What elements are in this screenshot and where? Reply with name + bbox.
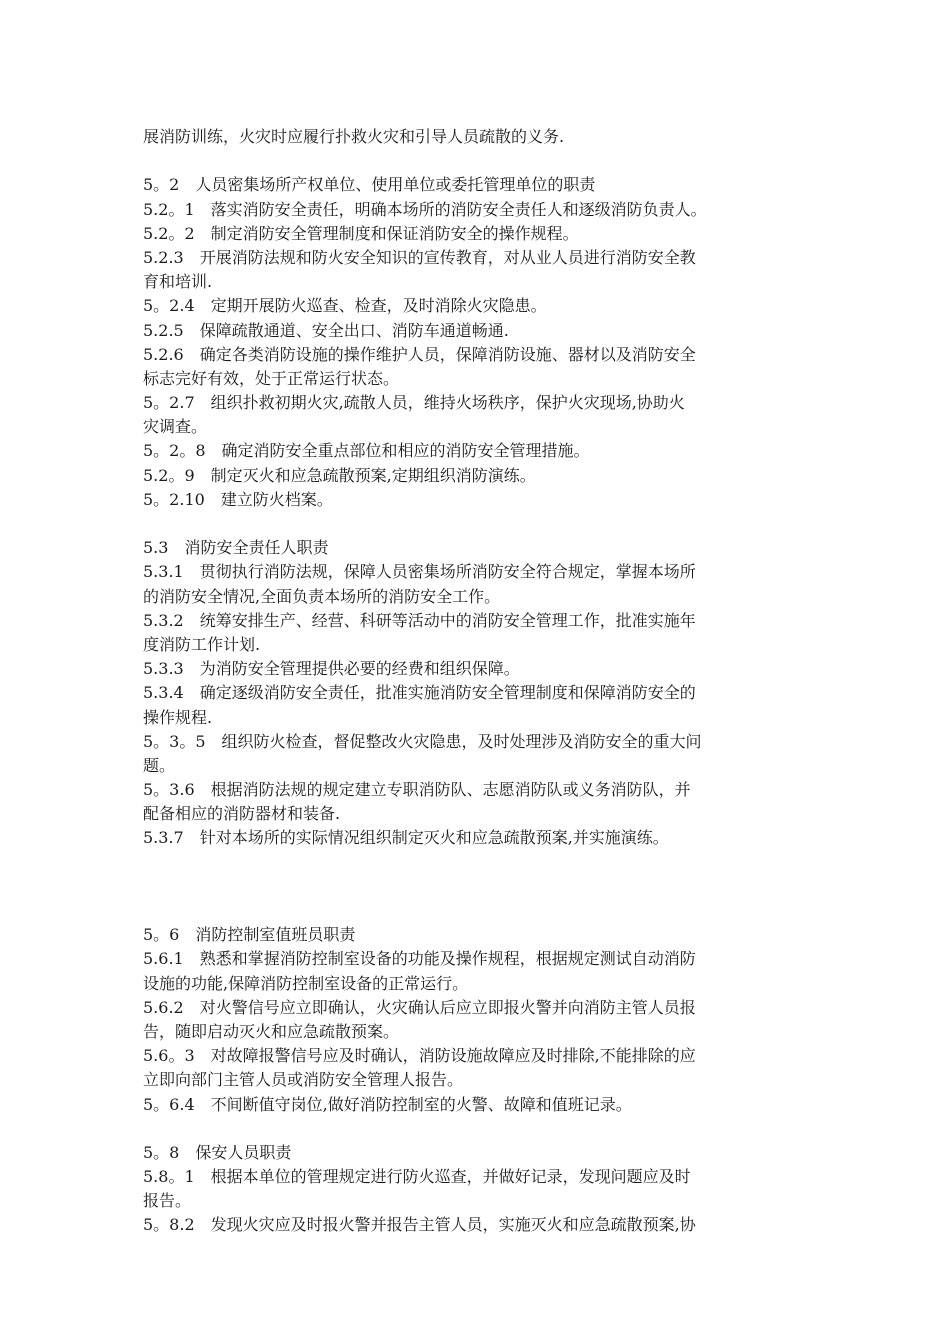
blank-line [143, 851, 813, 875]
clause-5-6-3: 5.6。3 对故障报警信号应及时确认，消防设施故障应及时排除,不能排除的应 [143, 1046, 696, 1066]
clause-5-2-6-cont: 标志完好有效，处于正常运行状态。 [143, 368, 400, 388]
clause-5-3-2-cont: 度消防工作计划. [143, 634, 261, 654]
section-heading-5-2: 5。2 人员密集场所产权单位、使用单位或委托管理单位的职责 [143, 175, 596, 195]
clause-5-6-4: 5。6.4 不间断值守岗位,做好消防控制室的火警、故障和值班记录。 [143, 1094, 632, 1114]
clause-5-3-5: 5。3。5 组织防火检查，督促整改火灾隐患，及时处理涉及消防安全的重大问 [143, 731, 702, 751]
clause-5-2-7-cont: 灾调查。 [143, 417, 208, 437]
clause-5-3-7: 5.3.7 针对本场所的实际情况组织制定灭火和应急疏散预案,并实施演练。 [143, 828, 669, 848]
clause-5-3-4: 5.3.4 确定逐级消防安全责任，批准实施消防安全管理制度和保障消防安全的 [143, 683, 696, 703]
blank-line [143, 899, 813, 923]
clause-5-2-1: 5.2。1 落实消防安全责任，明确本场所的消防安全责任人和逐级消防负责人。 [143, 199, 707, 219]
blank-line [143, 512, 813, 536]
clause-5-8-1-cont: 报告。 [143, 1191, 192, 1211]
clause-5-3-1: 5.3.1 贯彻执行消防法规，保障人员密集场所消防安全符合规定，掌握本场所 [143, 562, 696, 582]
clause-5-2-10: 5。2.10 建立防火档案。 [143, 489, 333, 509]
clause-5-2-7: 5。2.7 组织扑救初期火灾,疏散人员，维持火场秩序，保护火灾现场,协助火 [143, 393, 685, 413]
clause-5-6-2: 5.6.2 对火警信号应立即确认，火灾确认后应立即报火警并向消防主管人员报 [143, 997, 696, 1017]
clause-5-6-1-cont: 设施的功能,保障消防控制室设备的正常运行。 [143, 973, 469, 993]
clause-5-3-6: 5。3.6 根据消防法规的规定建立专职消防队、志愿消防队或义务消防队，并 [143, 780, 691, 800]
clause-5-3-4-cont: 操作规程. [143, 707, 213, 727]
clause-5-2-5: 5.2.5 保障疏散通道、安全出口、消防车通道畅通. [143, 320, 509, 340]
section-heading-5-3: 5.3 消防安全责任人职责 [143, 538, 329, 558]
text-line: 展消防训练，火灾时应履行扑救火灾和引导人员疏散的义务. [143, 127, 565, 146]
clause-5-3-2: 5.3.2 统筹安排生产、经营、科研等活动中的消防安全管理工作，批准实施年 [143, 610, 696, 630]
blank-line [143, 1117, 813, 1141]
clause-5-6-1: 5.6.1 熟悉和掌握消防控制室设备的功能及操作规程，根据规定测试自动消防 [143, 949, 696, 969]
clause-5-3-3: 5.3.3 为消防安全管理提供必要的经费和组织保障。 [143, 659, 520, 679]
clause-5-3-6-cont: 配备相应的消防器材和装备. [143, 804, 341, 824]
clause-5-2-6: 5.2.6 确定各类消防设施的操作维护人员，保障消防设施、器材以及消防安全 [143, 344, 696, 364]
clause-5-2-3-cont: 育和培训. [143, 272, 213, 292]
clause-5-2-4: 5。2.4 定期开展防火巡查、检查，及时消除火灾隐患。 [143, 296, 547, 316]
clause-5-3-1-cont: 的消防安全情况,全面负责本场所的消防安全工作。 [143, 586, 501, 606]
clause-5-6-3-cont: 立即向部门主管人员或消防安全管理人报告。 [143, 1070, 464, 1090]
clause-5-2-8: 5。2。8 确定消防安全重点部位和相应的消防安全管理措施。 [143, 441, 590, 461]
section-heading-5-8: 5。8 保安人员职责 [143, 1142, 292, 1162]
clause-5-8-2: 5。8.2 发现火灾应及时报火警并报告主管人员，实施灭火和应急疏散预案,协 [143, 1215, 696, 1235]
blank-line [143, 875, 813, 899]
clause-5-8-1: 5.8。1 根据本单位的管理规定进行防火巡查，并做好记录，发现问题应及时 [143, 1167, 691, 1187]
clause-5-6-2-cont: 告，随即启动灭火和应急疏散预案。 [143, 1021, 400, 1041]
section-heading-5-6: 5。6 消防控制室值班员职责 [143, 925, 356, 945]
clause-5-2-3: 5.2.3 开展消防法规和防火安全知识的宣传教育，对从业人员进行消防安全教 [143, 247, 696, 267]
blank-line [143, 149, 813, 173]
clause-5-3-5-cont: 题。 [143, 755, 176, 775]
document-body [143, 125, 813, 1238]
clause-5-2-9: 5.2。9 制定灭火和应急疏散预案,定期组织消防演练。 [143, 465, 536, 485]
clause-5-2-2: 5.2。2 制定消防安全管理制度和保证消防安全的操作规程。 [143, 223, 579, 243]
